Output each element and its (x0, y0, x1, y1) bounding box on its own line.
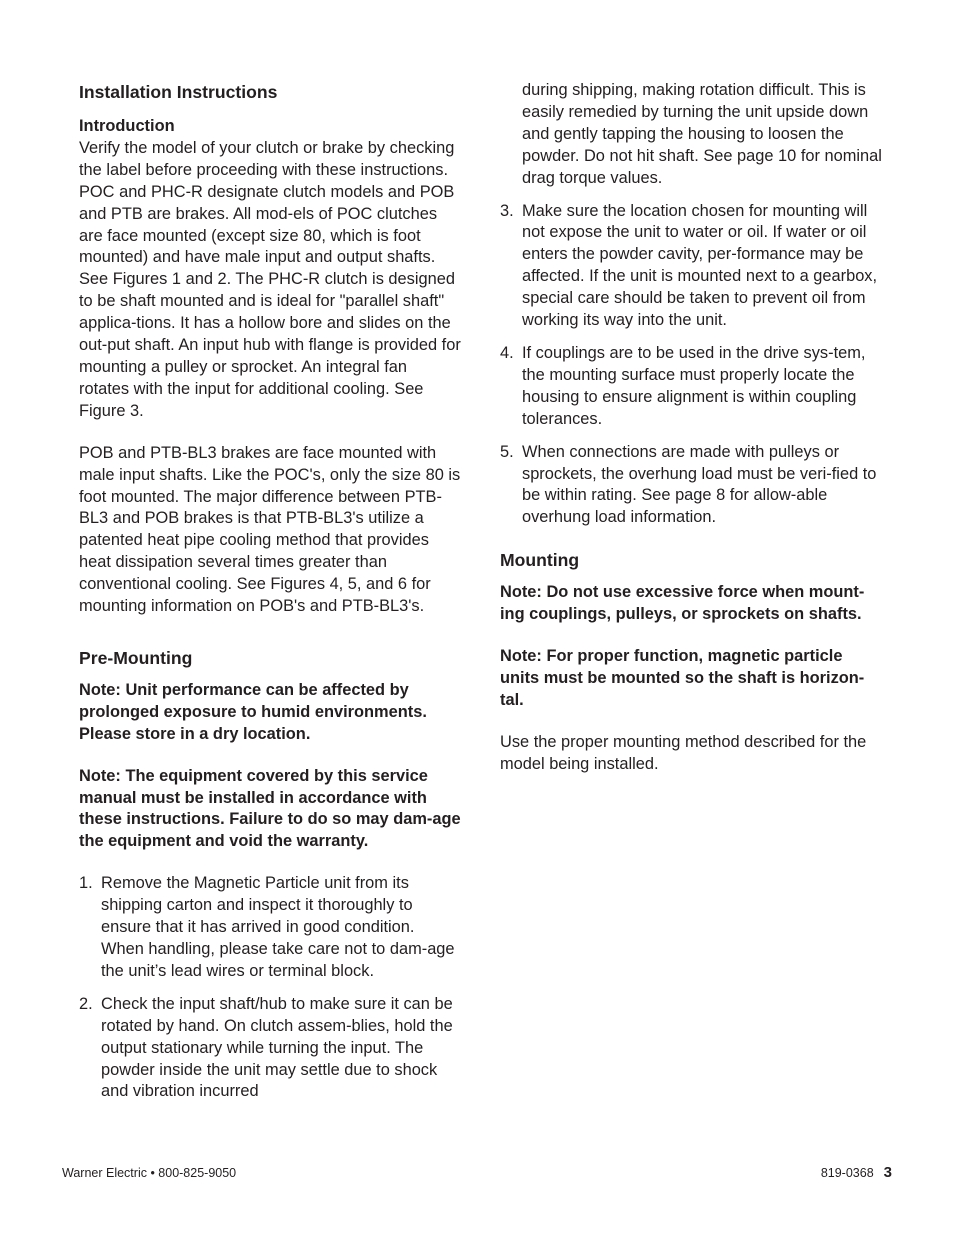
left-column (79, 80, 461, 1114)
premount-steps-continued (500, 80, 882, 529)
note-text: Unit performance can be affected by prolonged exposure to humid environments. Please store in a dry location. (79, 680, 427, 743)
mounting-method-paragraph: Use the proper mounting method described for the model being installed. (500, 732, 867, 773)
intro-heading: Introduction (79, 117, 175, 135)
step-text: Make sure the location chosen for mounting will not expose the unit to water or oil. If water or oil enters the powder cavity, per-formance may be affected. If the unit is mounted next to a gearbox, special care should be taken to prevent oil from working its way into the unit. (522, 201, 878, 330)
step-text: Check the input shaft/hub to make sure it can be rotated by hand. On clutch assem-blies, hold the output stationary while turning the input. The powder inside the unit may settle due to shock and vibration incurred (101, 994, 453, 1101)
footer-company: Warner Electric • 800-825-9050 (62, 1166, 237, 1180)
step-text: If couplings are to be used in the drive sys-tem, the mounting surface must properly locate the housing to ensure alignment is within coupling tolerances. (522, 343, 866, 428)
page-title: Installation Instructions (79, 82, 278, 102)
note-force (500, 582, 882, 626)
note-text: For proper function, magnetic particle units must be mounted so the shaft is horizon-tal. (500, 647, 865, 709)
note-label: Note: (500, 647, 542, 666)
note-humidity (79, 680, 461, 746)
step-number: 5. (500, 442, 514, 461)
premount-heading: Pre-Mounting (79, 647, 193, 668)
list-item (79, 873, 461, 983)
note-label: Note: (79, 680, 121, 699)
note-label: Note: (79, 766, 121, 785)
mounting-heading: Mounting (500, 550, 580, 571)
note-text: Do not use excessive force when mount-ing couplings, pulleys, or sprockets on shafts. (500, 583, 865, 624)
page-number: 3 (883, 1164, 892, 1181)
list-item-continued (500, 80, 882, 190)
list-item (500, 442, 882, 530)
intro-paragraph-1: Verify the model of your clutch or brake by checking the label before proceeding with these instructions. POC and PHC-R designate clutch models and POB and PTB are brakes. All mod-els of POC clutches are face mounted (except size 80, which is foot mounted) and have male input and output shafts. See Figures 1 and 2. The PHC-R clutch is designed to be shaft mounted and is ideal for "parallel shaft" applica-tions. It has a hollow bore and slides on the out-put shaft. An input hub with flange is provided for mounting a pulley or sprocket. An integral fan rotates with the input for additional cooling. See Figure 3. (79, 138, 461, 420)
note-horizontal (500, 646, 882, 712)
document-number: 819-0368 (820, 1166, 874, 1180)
premount-steps-list (79, 873, 461, 1103)
step-number: 4. (500, 343, 514, 362)
footer-page-info (821, 1165, 892, 1181)
step-number: 2. (79, 994, 93, 1013)
step-text: during shipping, making rotation difficult. This is easily remedied by turning the unit upside down and gently tapping the housing to loosen the powder. Do not hit shaft. See page 10 for nominal drag torque values. (522, 81, 882, 187)
step-number: 3. (500, 201, 514, 220)
step-text: Remove the Magnetic Particle unit from its shipping carton and inspect it thoroughly to ensure that it has arrived in good condition. When handling, please take care not to dam-age the unit’s lead wires or terminal block. (101, 874, 455, 980)
note-label: Note: (500, 583, 542, 602)
note-warranty (79, 766, 461, 854)
right-column (500, 80, 882, 776)
step-number: 1. (79, 874, 93, 893)
list-item (500, 201, 882, 332)
step-text: When connections are made with pulleys or sprockets, the overhung load must be veri-fied to be within rating. See page 8 for allow-able overhung load information. (522, 442, 877, 527)
list-item (79, 994, 461, 1104)
intro-paragraph-2: POB and PTB-BL3 brakes are face mounted with male input shafts. Like the POC's, only the size 80 is foot mounted. The major difference between PTB-BL3 and POB brakes is that PTB-BL3's utilize a patented heat pipe cooling method that provides heat dissipation several times greater than conventional cooling. See Figures 4, 5, and 6 for mounting information on POB's and PTB-BL3's. (79, 443, 461, 616)
list-item (500, 343, 882, 431)
note-text: The equipment covered by this service manual must be installed in accordance with these instructions. Failure to do so may dam-age the equipment and void the warranty. (79, 766, 461, 851)
